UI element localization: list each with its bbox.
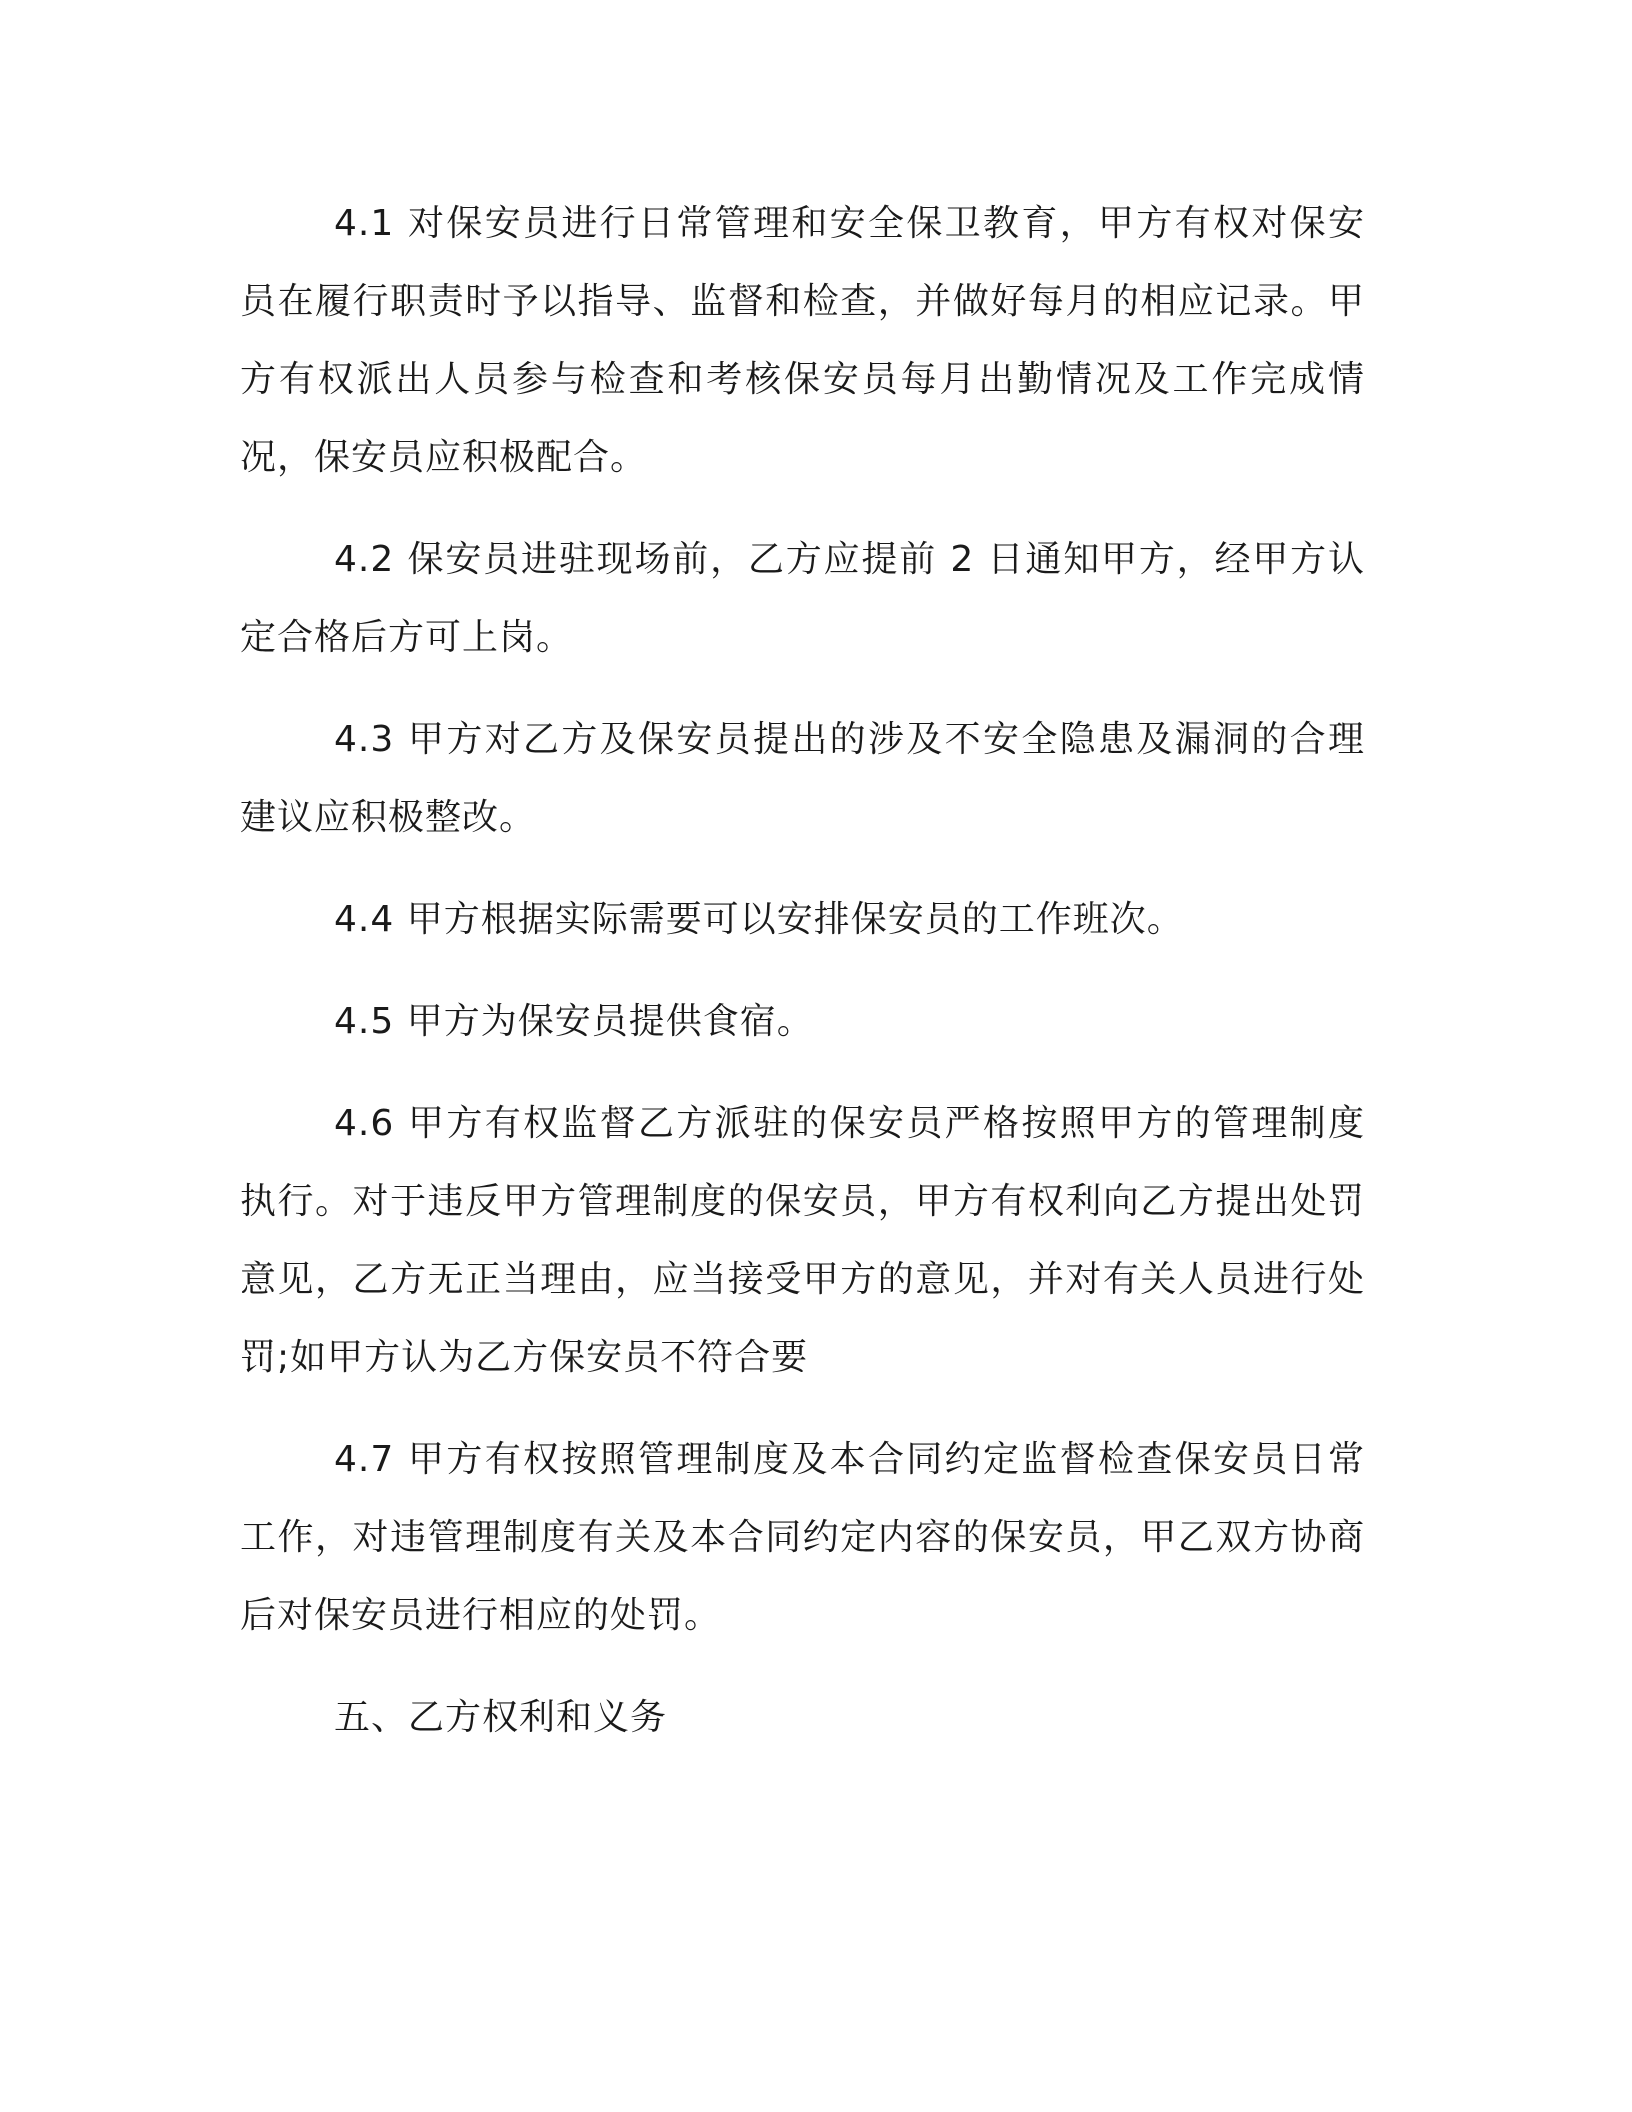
document-body	[240, 185, 1365, 1757]
paragraph-4-7: 4.7 甲方有权按照管理制度及本合同约定监督检查保安员日常工作，对违管理制度有关及本合同约定内容的保安员，甲乙双方协商后对保安员进行相应的处罚。	[240, 1439, 1365, 1636]
paragraph-4-3: 4.3 甲方对乙方及保安员提出的涉及不安全隐患及漏洞的合理建议应积极整改。	[240, 719, 1365, 838]
paragraph-4-1: 4.1 对保安员进行日常管理和安全保卫教育，甲方有权对保安员在履行职责时予以指导、监督和检查，并做好每月的相应记录。甲方有权派出人员参与检查和考核保安员每月出勤情况及工作完成情况，保安员应积极配合。	[240, 203, 1365, 478]
paragraph-4-4: 4.4 甲方根据实际需要可以安排保安员的工作班次。	[334, 899, 1184, 940]
paragraph-4-6: 4.6 甲方有权监督乙方派驻的保安员严格按照甲方的管理制度执行。对于违反甲方管理制度的保安员，甲方有权利向乙方提出处罚意见，乙方无正当理由，应当接受甲方的意见，并对有关人员进行处罚;如甲方认为乙方保安员不符合要	[240, 1103, 1365, 1378]
section-heading-5: 五、乙方权利和义务	[334, 1697, 668, 1738]
paragraph-4-5: 4.5 甲方为保安员提供食宿。	[334, 1001, 814, 1042]
paragraph-4-2: 4.2 保安员进驻现场前，乙方应提前 2 日通知甲方，经甲方认定合格后方可上岗。	[240, 539, 1365, 658]
